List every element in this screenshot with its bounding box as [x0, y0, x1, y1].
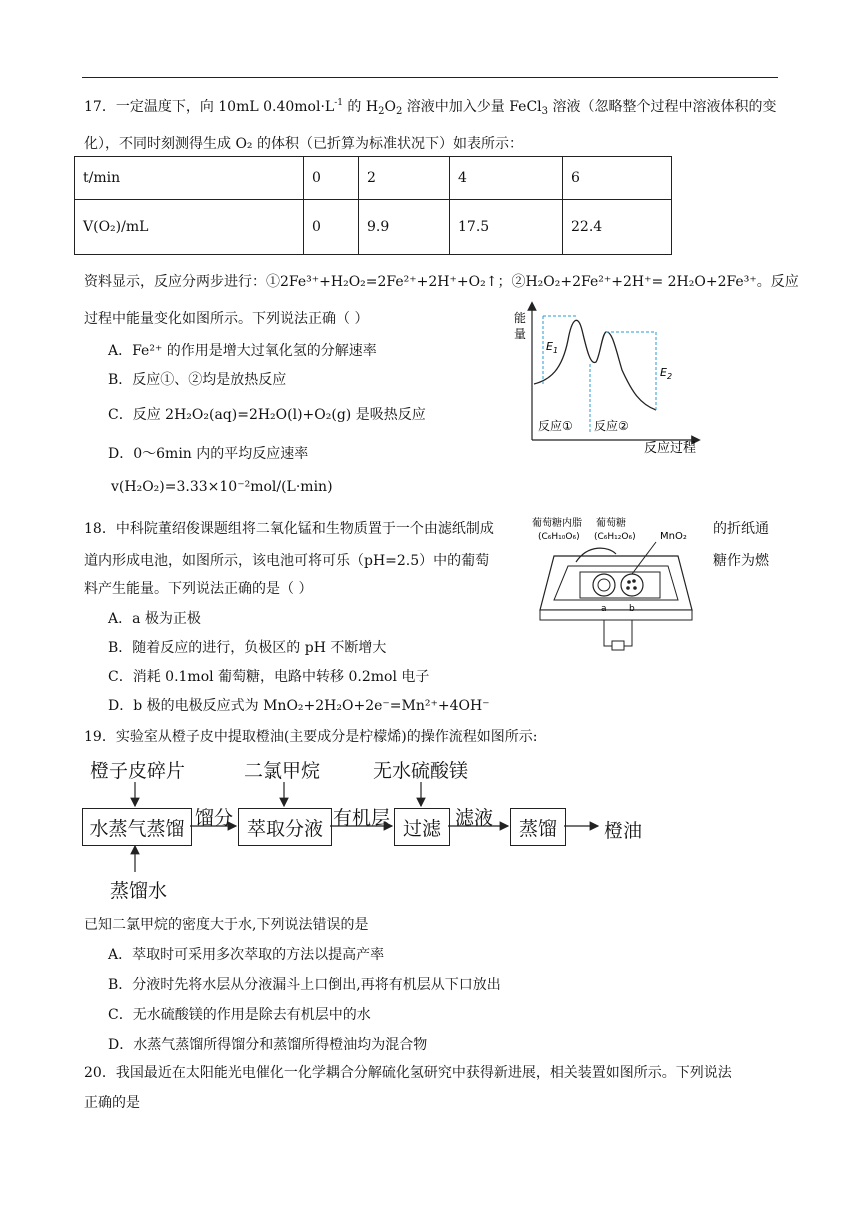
- energy-diagram: [510, 300, 710, 460]
- flow-input-water: 蒸馏水: [110, 880, 168, 902]
- q19-stem: 19．实验室从橙子皮中提取橙油(主要成分是柠檬烯)的操作流程如图所示:: [84, 729, 538, 745]
- table-cell: 17.5: [450, 200, 563, 255]
- top-rule: [82, 77, 778, 78]
- flow-arrow-label-filtrate: 滤液: [455, 807, 494, 829]
- energy-curve: [534, 320, 656, 410]
- electrode-b-label: b: [629, 604, 635, 614]
- flow-input-orange-peel: 橙子皮碎片: [90, 760, 186, 782]
- q17-line-after: 过程中能量变化如图所示。下列说法正确（ ）: [84, 311, 369, 327]
- q19-option-c[interactable]: C．无水硫酸镁的作用是除去有机层中的水: [108, 1007, 371, 1023]
- electrode-a-label: a: [601, 604, 607, 614]
- q17-option-a[interactable]: A．Fe²⁺ 的作用是增大过氧化氢的分解速率: [108, 343, 377, 359]
- table-cell: 2: [359, 157, 450, 200]
- e1-label: $E_1$: [546, 340, 559, 355]
- q17-stem-line1: 17．一定温度下，向 10mL $0.40mol\cdot L^{-1}$ 的 $H_2O_2$ 溶液中加入少量 FeCl$_3$ 溶液（忽略整个过程中溶液体积的变: [84, 98, 777, 117]
- table-row: [75, 200, 672, 255]
- flow-input-dcm: 二氯甲烷: [244, 760, 321, 782]
- table-cell: 9.9: [359, 200, 450, 255]
- y-axis-label-2: 量: [514, 327, 527, 341]
- electrode-a: [593, 574, 615, 596]
- q17-option-c[interactable]: C．反应 2H₂O₂(aq)=2H₂O(l)+O₂(g) 是吸热反应: [108, 407, 426, 423]
- table-cell: 22.4: [563, 200, 672, 255]
- q19-option-d[interactable]: D．水蒸气蒸馏所得馏分和蒸馏所得橙油均为混合物: [108, 1037, 428, 1053]
- q18-option-b[interactable]: B．随着反应的进行，负极区的 pH 不断增大: [108, 640, 387, 656]
- glucose-label: 葡萄糖: [596, 518, 626, 529]
- base-plate: [540, 610, 692, 620]
- table-cell: 6: [563, 157, 672, 200]
- q18-option-a[interactable]: A．a 极为正极: [108, 611, 201, 627]
- table-row: [75, 157, 672, 200]
- flow-box-distillation: 蒸馏: [510, 808, 566, 846]
- table-cell: 0: [304, 200, 359, 255]
- q18-line1-left: 18．中科院董绍俊课题组将二氧化锰和生物质置于一个由滤纸制成: [84, 521, 494, 537]
- q18-option-c[interactable]: C．消耗 0.1mol 葡萄糖，电路中转移 0.2mol 电子: [108, 669, 430, 685]
- e2-label: $E_2$: [660, 366, 673, 381]
- table-cell: V(O₂)/mL: [75, 200, 304, 255]
- q19-option-b[interactable]: B．分液时先将水层从分液漏斗上口倒出,再将有机层从下口放出: [108, 977, 501, 993]
- lactone-label: 葡萄糖内脂: [532, 518, 582, 529]
- q17-data-table: [74, 156, 672, 255]
- q18-option-d[interactable]: D．b 极的电极反应式为 MnO₂+2H₂O+2e⁻=Mn²⁺+4OH⁻: [108, 698, 490, 714]
- q20-line2: 正确的是: [84, 1095, 140, 1111]
- flow-box-steam-distillation: 水蒸气蒸馏: [82, 808, 192, 846]
- lactone-formula: (C₆H₁₀O₆): [538, 532, 580, 542]
- q17-option-d-formula: v(H₂O₂)=3.33×10⁻²mol/(L·min): [111, 479, 333, 495]
- flow-arrow-label-organic: 有机层: [333, 807, 391, 829]
- q18-line3: 料产生能量。下列说法正确的是（ ）: [84, 581, 313, 597]
- electrode-b: [621, 574, 643, 596]
- load-resistor: [612, 641, 624, 650]
- q17-info-line: 资料显示，反应分两步进行：①2Fe³⁺+H₂O₂=2Fe²⁺+2H⁺+O₂↑；②H₂O₂+2Fe²⁺+2H⁺= 2H₂O+2Fe³⁺。反应: [84, 274, 799, 290]
- mno2-label: MnO₂: [660, 531, 687, 542]
- q18-line1-right: 的折纸通: [713, 521, 769, 537]
- step2-label: 反应②: [594, 419, 629, 433]
- q17-stem-line2: 化），不同时刻测得生成 O₂ 的体积（已折算为标准状况下）如表所示：: [84, 136, 523, 152]
- q20-line1: 20．我国最近在太阳能光电催化一化学耦合分解硫化氢研究中获得新进展，相关装置如图所示。下列说法: [84, 1065, 732, 1081]
- y-axis-label-1: 能: [514, 311, 527, 325]
- flow-product-orange-oil: 橙油: [604, 820, 643, 842]
- table-cell: 0: [304, 157, 359, 200]
- table-cell: 4: [450, 157, 563, 200]
- flow-arrow-label-distillate: 馏分: [195, 807, 234, 829]
- channel-arc: [576, 548, 616, 562]
- flow-arrows: [80, 780, 620, 880]
- electrode-window: [580, 572, 660, 598]
- flow-input-mgso4: 无水硫酸镁: [373, 760, 469, 782]
- q18-line2-right: 糖作为燃: [713, 553, 769, 569]
- q19-option-a[interactable]: A．萃取时可采用多次萃取的方法以提高产率: [108, 947, 385, 963]
- q19-given: 已知二氯甲烷的密度大于水,下列说法错误的是: [84, 917, 369, 933]
- mno2-pointer: [632, 542, 656, 574]
- battery-diagram: [528, 514, 708, 654]
- step1-label: 反应①: [538, 419, 573, 433]
- x-axis-label: 反应过程: [644, 441, 697, 456]
- table-cell: t/min: [75, 157, 304, 200]
- q17-option-d[interactable]: D．0～6min 内的平均反应速率: [108, 446, 309, 462]
- flow-box-extraction: 萃取分液: [238, 808, 332, 846]
- glucose-formula: (C₆H₁₂O₆): [594, 532, 636, 542]
- q18-line2-left: 道内形成电池，如图所示，该电池可将可乐（pH=2.5）中的葡萄: [84, 553, 490, 569]
- q17-option-b[interactable]: B．反应①、②均是放热反应: [108, 372, 287, 388]
- flow-box-filtration: 过滤: [394, 808, 450, 846]
